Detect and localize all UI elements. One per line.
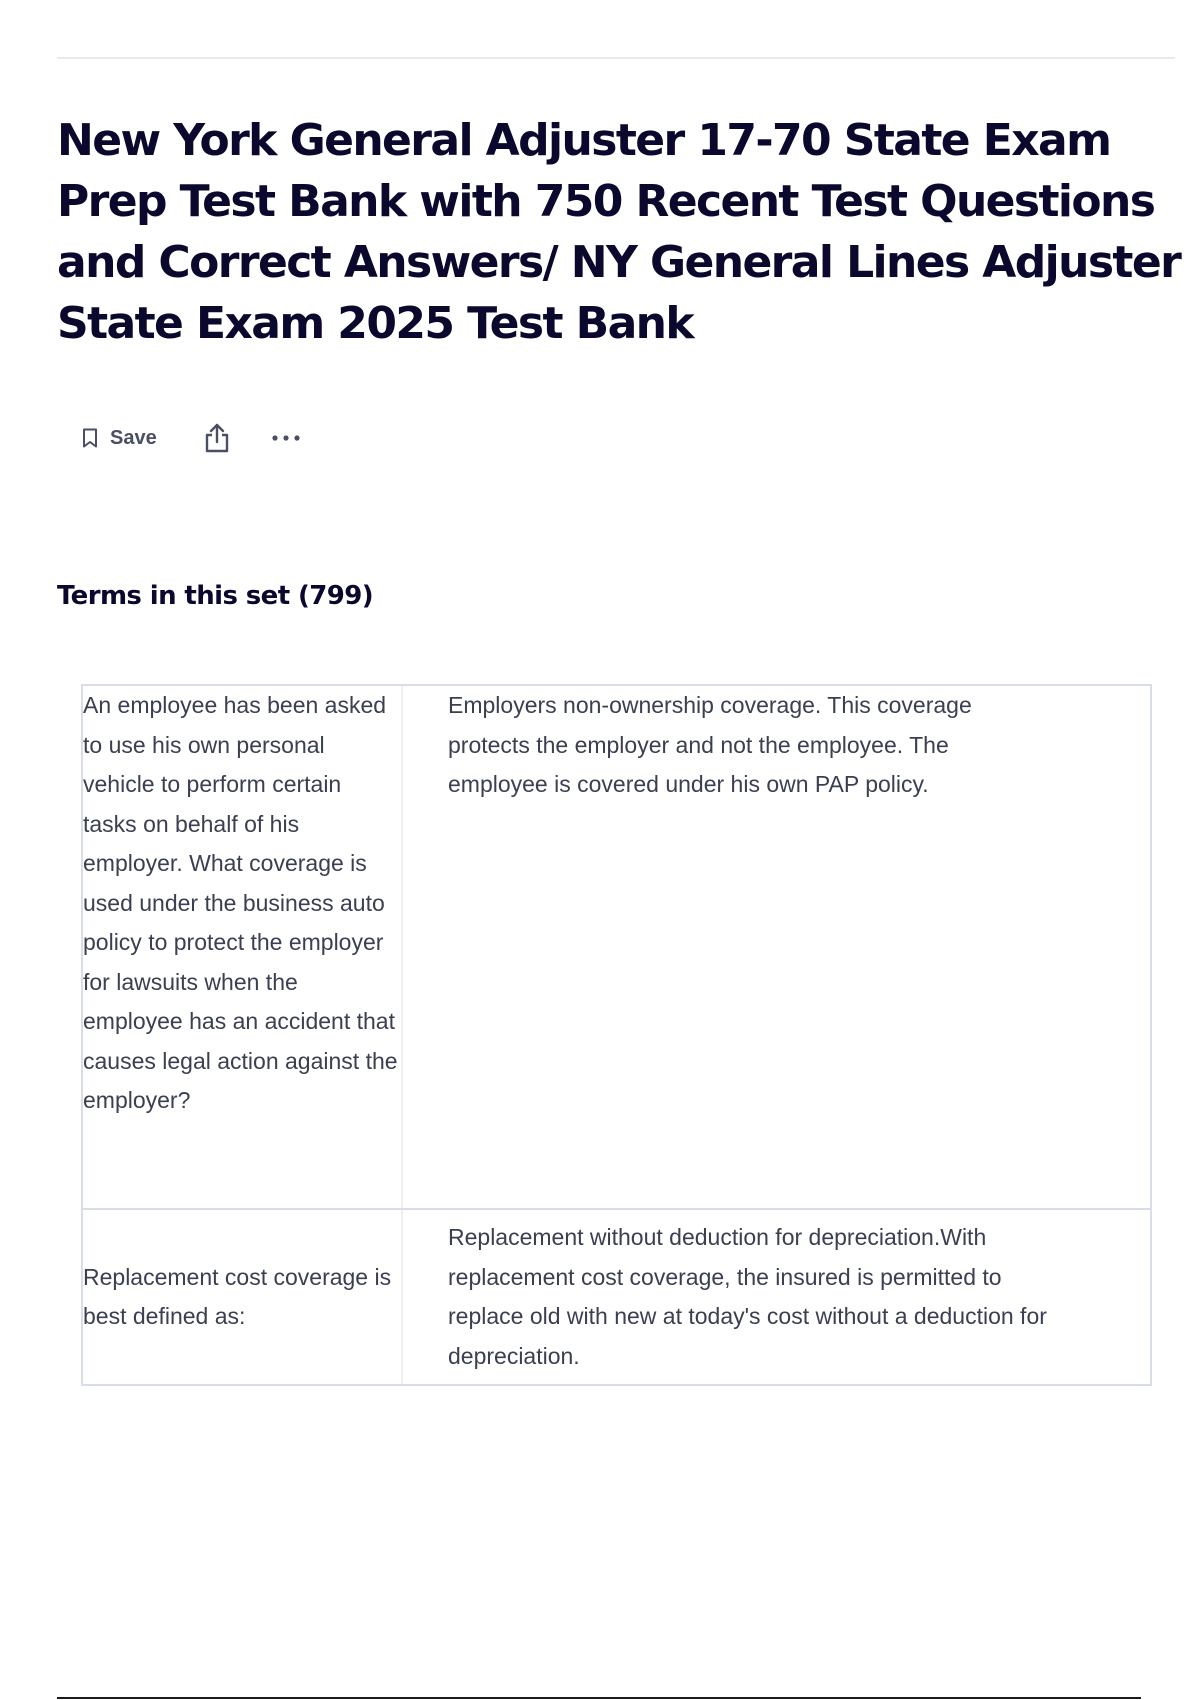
more-options-button[interactable] [271, 434, 301, 442]
term-text [83, 686, 403, 1208]
bookmark-icon [82, 428, 98, 448]
share-icon [203, 423, 231, 453]
share-button[interactable] [203, 423, 231, 453]
terms-list [81, 684, 1152, 1386]
terms-heading: Terms in this set (799) [57, 581, 374, 611]
term-card [81, 684, 1152, 1210]
definition-answer: Employers non-ownership coverage. This coverage protects the employer and not the employee. The employee is covered under his own PAP policy. [448, 692, 972, 797]
term-question: Replacement cost coverage is best defined as: [83, 1263, 392, 1329]
term-card [81, 1210, 1152, 1386]
definition-text [403, 686, 1150, 1208]
action-bar [82, 418, 301, 458]
term-question: An employee has been asked to use his own personal vehicle to perform certain tasks on behalf of his employer. What coverage is used under the business auto policy to protect the employer for lawsuits when the employee has an accident that causes legal action against the employer? [83, 692, 398, 1113]
save-button[interactable] [82, 427, 157, 450]
more-icon [271, 434, 301, 442]
top-divider [57, 57, 1175, 59]
page-title: New York General Adjuster 17-70 State Exam Prep Test Bank with 750 Recent Test Questions and Correct Answers/ NY General Lines Adjuster State Exam 2025 Test Bank [57, 115, 1181, 349]
bottom-divider [57, 1697, 1141, 1699]
definition-answer: Replacement without deduction for depreciation.With replacement cost coverage, the insured is permitted to replace old with new at today's cost without a deduction for depreciation. [448, 1224, 1047, 1369]
definition-text [403, 1210, 1150, 1384]
save-label: Save [110, 426, 157, 449]
term-text [83, 1210, 403, 1384]
